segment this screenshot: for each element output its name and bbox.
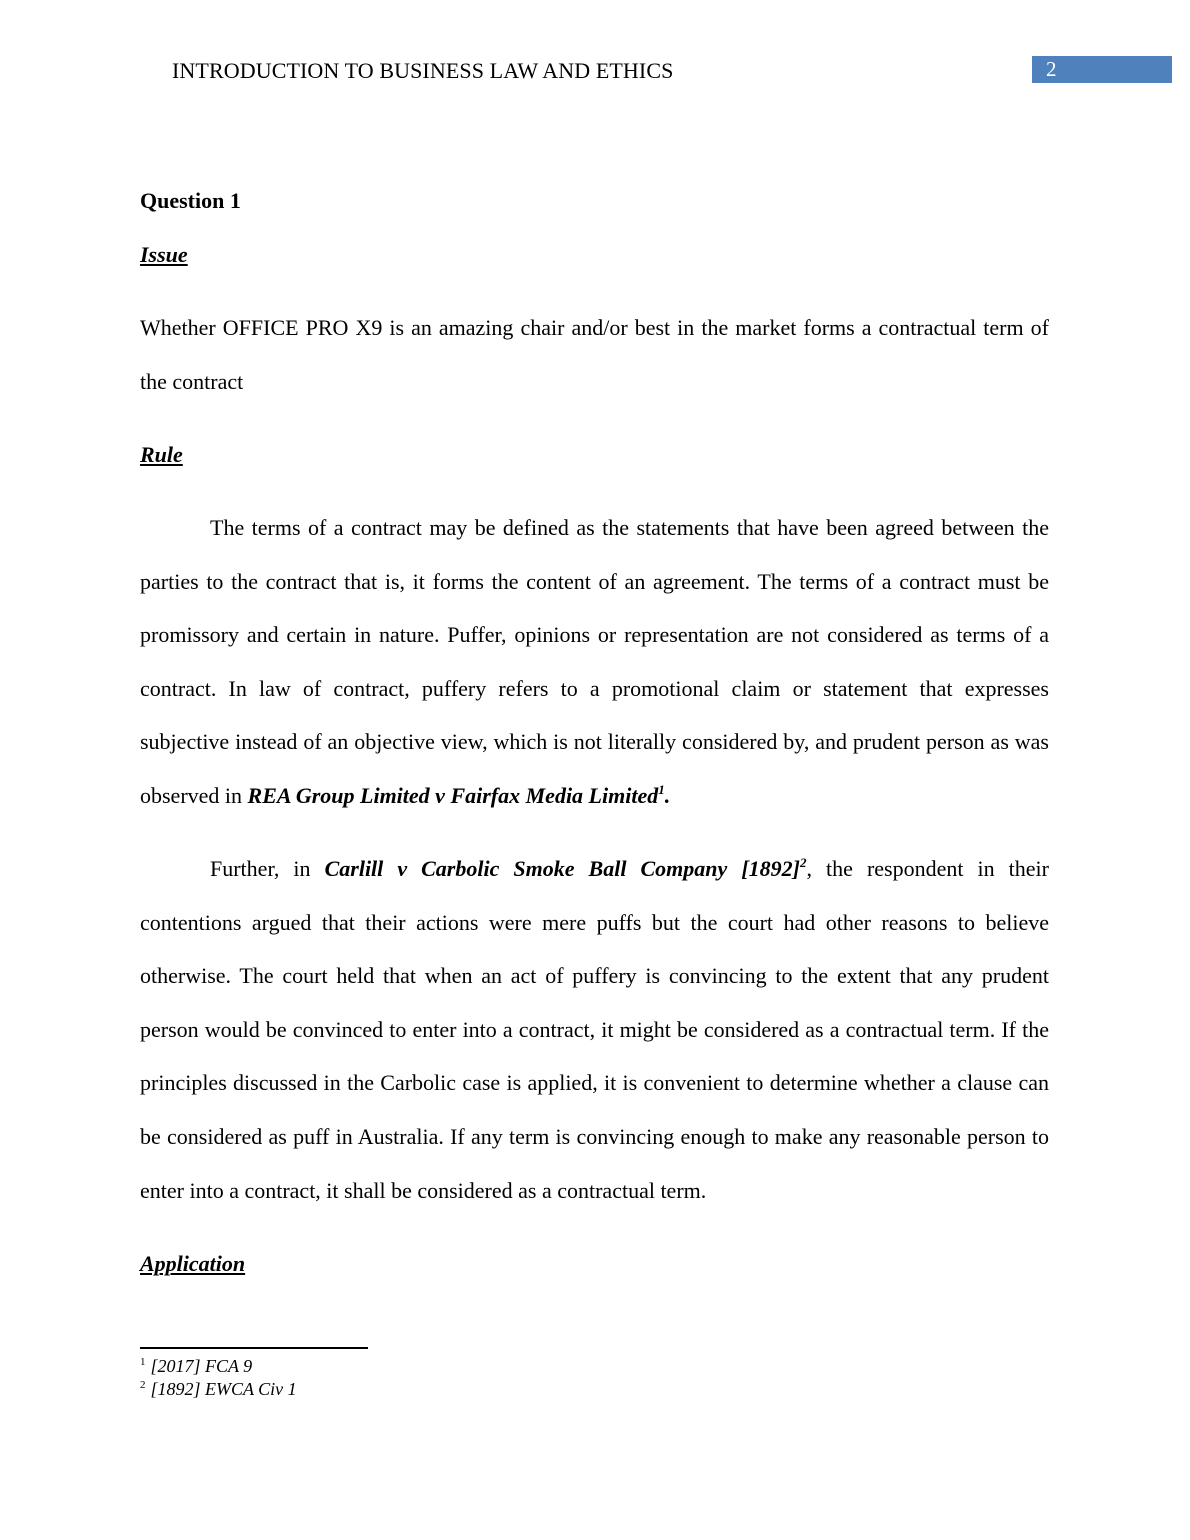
issue-paragraph: Whether OFFICE PRO X9 is an amazing chair and/or best in the market forms a contractual term of the contract	[140, 315, 1049, 394]
case-citation-carlill: Carlill v Carbolic Smoke Ball Company $[1892]^2$	[324, 855, 807, 881]
rule-paragraph-2-text: , the respondent in their contentions argued that their actions were mere puffs but the court had other reasons to believe otherwise. The court held that when an act of puffery is convincing to the extent that any prudent person would be convinced to enter into a contract, it might be considered as a contractual term. If the principles discussed in the Carbolic case is applied, it is convenient to determine whether a clause can be considered as puff in Australia. If any term is convincing enough to make any reasonable person to enter into a contract, it shall be considered as a contractual term.	[140, 856, 1049, 1203]
page-header-title: INTRODUCTION TO BUSINESS LAW AND ETHICS	[172, 58, 674, 83]
rule-paragraph-1	[140, 501, 1049, 823]
page-number-badge	[1032, 56, 1172, 83]
footnote-mark: 2	[140, 1379, 146, 1391]
application-heading: Application	[140, 1251, 246, 1276]
footnote-2	[140, 1378, 297, 1400]
question-title: Question 1	[140, 188, 241, 213]
footnote-ref-2[interactable]: 2	[799, 855, 807, 870]
page-number: 2	[1046, 57, 1057, 81]
rule-paragraph-1-text: The terms of a contract may be defined as the statements that have been agreed between the parties to the contract that is, it forms the content of an agreement. The terms of a contract must be promissory and certain in nature. Puffer, opinions or representation are not considered as terms of a contract. In law of contract, puffery refers to a promotional claim or statement that expresses subjective instead of an objective view, which is not literally considered by, and prudent person as was observed in	[140, 515, 1049, 808]
footnote-text: [1892] EWCA Civ 1	[150, 1379, 297, 1399]
footnote-separator	[140, 1347, 368, 1349]
footnote-ref-1[interactable]: 1	[658, 781, 665, 797]
case-citation-rea: REA Group Limited v Fairfax Media Limited$^1$.	[247, 781, 671, 808]
rule-heading: Rule	[140, 442, 183, 467]
issue-heading: Issue	[140, 242, 188, 267]
rule-paragraph-2: Further, in Carlill v Carbolic Smoke Ball Company $[1892]^2$, the respondent in their contentions argued that their actions were mere puffs but the court had other reasons to believe otherwise. The court held that when an act of puffery is convincing to the extent that any prudent person would be convinced to enter into a contract, it might be considered as a contractual term. If the principles discussed in the Carbolic case is applied, it is convenient to determine whether a clause can be considered as puff in Australia. If any term is convincing enough to make any reasonable person to enter into a contract, it shall be considered as a contractual term.	[140, 855, 1049, 1203]
footnote-text: [2017] FCA 9	[150, 1356, 253, 1376]
footnote-1	[140, 1355, 252, 1377]
footnote-mark: 1	[140, 1356, 146, 1368]
